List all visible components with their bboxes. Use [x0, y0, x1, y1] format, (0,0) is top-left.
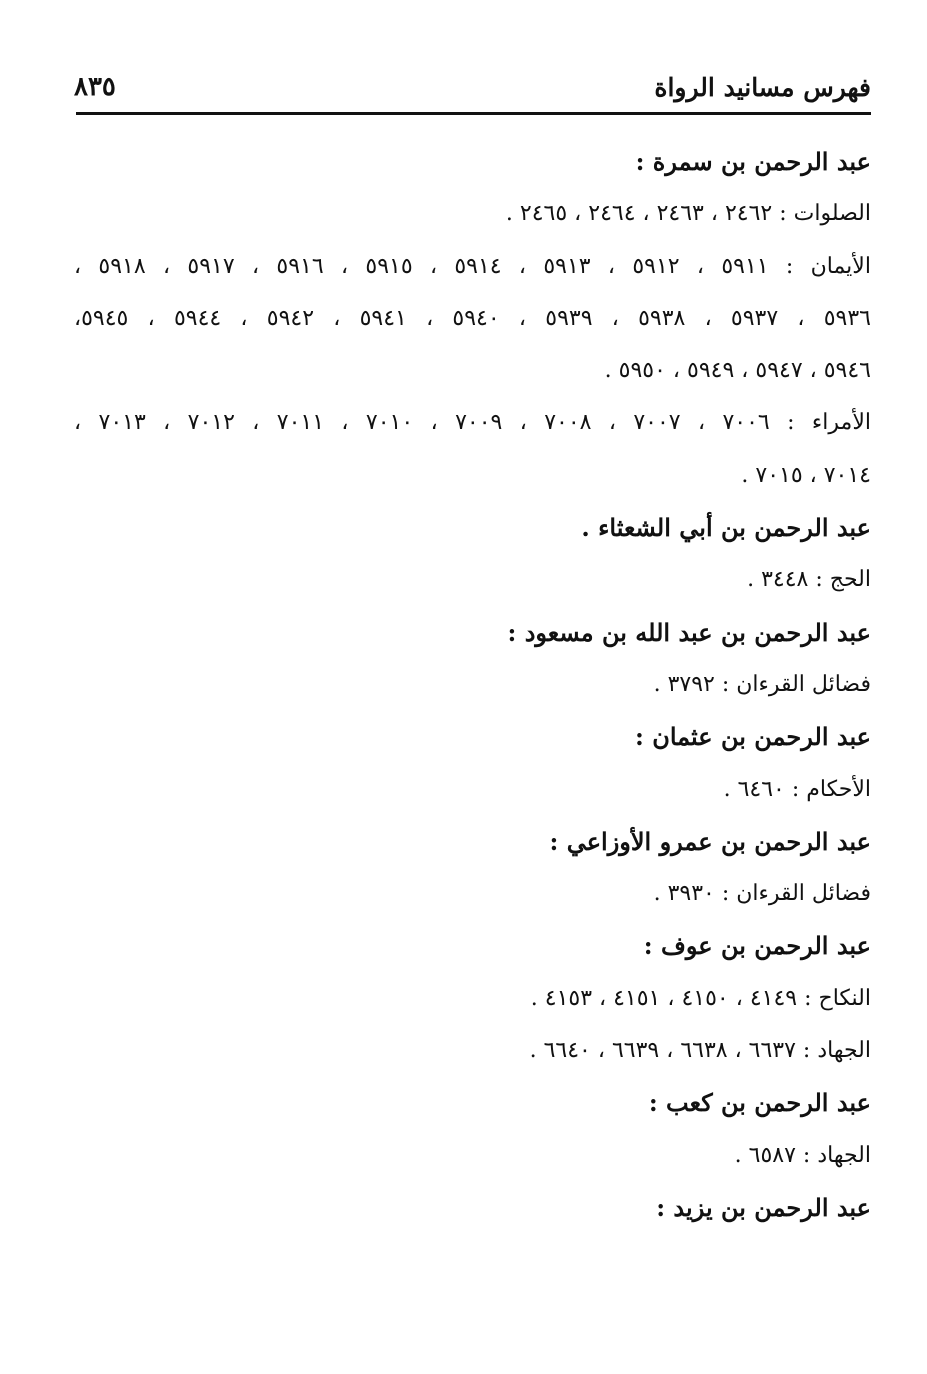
reference-line: الأمراء : ٧٠٠٦ ، ٧٠٠٧ ، ٧٠٠٨ ، ٧٠٠٩ ، ٧٠١٠ ، ٧٠١١ ، ٧٠١٢ ، ٧٠١٣ ،	[74, 410, 871, 436]
reference-line: ٥٩٤٦ ، ٥٩٤٧ ، ٥٩٤٩ ، ٥٩٥٠ .	[604, 358, 871, 384]
reference-line: النكاح : ٤١٤٩ ، ٤١٥٠ ، ٤١٥١ ، ٤١٥٣ .	[530, 985, 871, 1011]
reference-line: الجهاد : ٦٦٣٧ ، ٦٦٣٨ ، ٦٦٣٩ ، ٦٦٤٠ .	[529, 1038, 871, 1064]
running-title: فهرس مسانيد الرواة	[654, 73, 871, 102]
reference-line: الحج : ٣٤٤٨ .	[747, 567, 871, 593]
narrator-heading: عبد الرحمن بن عمرو الأوزاعي :	[549, 826, 871, 856]
reference-line: فضائل القرءان : ٣٧٩٢ .	[653, 671, 871, 697]
narrator-heading: عبد الرحمن بن عوف :	[643, 931, 871, 961]
index-content	[74, 136, 871, 1234]
header-rule	[76, 112, 871, 115]
reference-line: الأحكام : ٦٤٦٠ .	[723, 776, 871, 802]
narrator-heading: عبد الرحمن بن عبد الله بن مسعود :	[507, 617, 871, 647]
narrator-heading: عبد الرحمن بن أبي الشعثاء .	[581, 513, 871, 543]
page-header	[74, 58, 871, 102]
narrator-heading: عبد الرحمن بن عثمان :	[635, 722, 871, 752]
narrator-heading: عبد الرحمن بن سمرة :	[635, 147, 871, 176]
reference-line: فضائل القرءان : ٣٩٣٠ .	[653, 881, 871, 907]
reference-line: الصلوات : ٢٤٦٢ ، ٢٤٦٣ ، ٢٤٦٤ ، ٢٤٦٥ .	[505, 201, 871, 227]
reference-line: ٥٩٣٦ ، ٥٩٣٧ ، ٥٩٣٨ ، ٥٩٣٩ ، ٥٩٤٠ ، ٥٩٤١ ، ٥٩٤٢ ، ٥٩٤٤ ، ٥٩٤٥،	[74, 305, 871, 331]
reference-line: الجهاد : ٦٥٨٧ .	[734, 1142, 871, 1168]
narrator-heading: عبد الرحمن بن كعب :	[648, 1088, 871, 1118]
reference-line: ٧٠١٤ ، ٧٠١٥ .	[741, 462, 871, 488]
reference-line: الأيمان : ٥٩١١ ، ٥٩١٢ ، ٥٩١٣ ، ٥٩١٤ ، ٥٩١٥ ، ٥٩١٦ ، ٥٩١٧ ، ٥٩١٨ ،	[74, 253, 871, 279]
page-number: ٨٣٥	[74, 72, 116, 102]
narrator-heading: عبد الرحمن بن يزيد :	[656, 1192, 871, 1222]
